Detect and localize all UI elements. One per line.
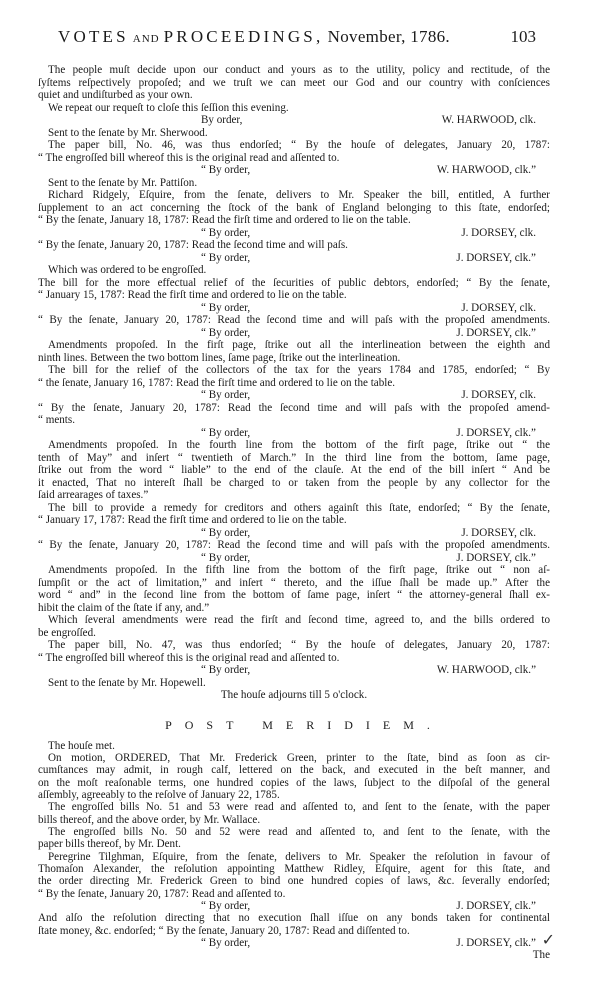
text-line: paper bills thereof, by Mr. Dent. (38, 838, 181, 851)
text-line: And alſo the reſolution directing that no execution ſhall iſſue on any bonds taken for continental (38, 912, 550, 925)
text-line: The bill to provide a remedy for creditors and others againſt this ſtate, endorſed; “ By the ſenate, (48, 501, 550, 514)
by-order-label: “ By order, (201, 937, 251, 949)
page-number: 103 (510, 27, 536, 46)
text-line: on the moſt reaſonable terms, one hundred copies of the laws, ſubject to the diſpoſal of the general (38, 776, 550, 789)
text-line: tenth of May” and inſert “ twentieth of March.” In the third line from the bottom, ſame page, (38, 451, 550, 464)
signature-line (38, 937, 550, 949)
text-line: “ the ſenate, January 16, 1787: Read the firſt time and ordered to lie on the table. (38, 376, 396, 389)
text-line: “ By the ſenate, January 20, 1787: Read the ſecond time and will paſs with the propoſed amendments. (38, 539, 550, 551)
text-line: quiet and undiſturbed as your own. (38, 89, 193, 101)
text-line: ſupplement to an act concerning the ſtock of the bank of England belonging to this ſtate, endorſed; (38, 201, 550, 214)
text-line: bills thereof, and the above order, by Mr. Wallace. (38, 813, 261, 826)
signature-line (38, 327, 550, 340)
clerk-signature: J. DORSEY, clk.” (456, 426, 536, 439)
by-order-label: “ By order, (201, 551, 251, 564)
signature-line (38, 389, 550, 402)
page-body-text (38, 64, 550, 962)
by-order-label: “ By order, (201, 526, 251, 539)
header-title-proceedings: PROCEEDINGS, (163, 27, 324, 46)
by-order-label: “ By order, (201, 251, 251, 264)
text-line: Sent to the ſenate by Mr. Pattiſon. (48, 176, 198, 189)
signature-line (38, 227, 550, 240)
text-line: The houſe met. (48, 739, 115, 752)
text-line: “ January 17, 1787: Read the firſt time and ordered to lie on the table. (38, 514, 347, 526)
text-line: Peregrine Tilghman, Eſquire, from the ſenate, delivers to Mr. Speaker the reſolution in favour of (48, 850, 550, 863)
text-line: “ By the ſenate, January 20, 1787: Read the ſecond time and will paſs with the propoſed amend- (38, 401, 550, 414)
by-order-label: “ By order, (201, 426, 251, 439)
text-line: “ By the ſenate, January 18, 1787: Read the firſt time and ordered to lie on the table. (38, 214, 411, 226)
text-line: The bill for the relief of the collectors of the tax for the years 1784 and 1785, endorſed; “ By (48, 364, 550, 376)
text-line: The people muſt decide upon our conduct and yours as to the utility, policy and rectitude, of the (48, 64, 550, 76)
text-line: it enacted, That no intereſt ſhall be charged to or taken from the people by any collector for the (38, 476, 550, 489)
text-line: ſumpſit or the act of limitation,” and inſert “ thereto, and the iſſue ſhall be made up.” After the (38, 576, 550, 589)
text-line: cumſtances may admit, in rough calf, lettered on the back, and executed in the beſt manner, and (38, 764, 550, 777)
text-line: Amendments propoſed. In the fifth line from the bottom of the firſt page, ſtrike out “ non aſ- (48, 564, 550, 576)
text-line: Richard Ridgely, Eſquire, from the ſenate, delivers to Mr. Speaker the bill, entitled, A further (48, 189, 550, 201)
text-line: “ By the ſenate, January 20, 1787: Read and aſſented to. (38, 887, 286, 900)
text-line: ſtrike out from the word “ liable” to the end of the clauſe. At the end of the bill inſert “ And be (38, 464, 550, 476)
clerk-signature: J. DORSEY, clk. (461, 389, 536, 401)
clerk-signature: J. DORSEY, clk.” (456, 899, 536, 912)
clerk-signature: J. DORSEY, clk.” (456, 937, 536, 949)
text-line: ſyſtems reſpectively propoſed; and we truſt we can meet our God and our country with conſciences (38, 76, 550, 89)
text-line: ſtate money, &c. endorſed; “ By the ſenate, January 20, 1787: Read and diſſented to. (38, 924, 410, 937)
text-line: “ By the ſenate, January 20, 1787: Read the ſecond time and will paſs. (38, 239, 348, 251)
signature-line (38, 252, 550, 265)
text-line: ſaid arrearages of taxes.” (38, 489, 149, 501)
signature-line (38, 900, 550, 912)
signature-line (38, 664, 550, 677)
clerk-signature: J. DORSEY, clk.” (456, 326, 536, 339)
margin-pencil-mark: ✓ (541, 932, 555, 949)
clerk-signature: W. HARWOOD, clk. (441, 114, 536, 126)
clerk-signature: J. DORSEY, clk. (461, 526, 536, 539)
text-line: The paper bill, No. 46, was thus endorſed; “ By the houſe of delegates, January 20, 1787: (48, 139, 550, 151)
text-line: The engroſſed bills No. 50 and 52 were read and aſſented to, and ſent to the ſenate, with the (48, 825, 550, 838)
text-line: Which was ordered to be engroſſed. (48, 264, 207, 276)
clerk-signature: J. DORSEY, clk.” (456, 551, 536, 564)
text-line: Sent to the ſenate by Mr. Sherwood. (48, 126, 208, 139)
text-line: word “ and” in the ſecond line from the bottom of ſame page, inſert “ the attorney-general ſhall ex- (38, 589, 550, 601)
text-line: Sent to the ſenate by Mr. Hopewell. (48, 676, 206, 689)
text-line: We repeat our requeſt to cloſe this ſeſſion this evening. (48, 101, 289, 114)
text-line: Amendments propoſed. In the fourth line from the bottom of the firſt page, ſtrike out “ the (48, 439, 550, 451)
clerk-signature: J. DORSEY, clk.” (456, 251, 536, 264)
clerk-signature: W. HARWOOD, clk.” (436, 164, 536, 176)
section-heading: POST MERIDIEM. (165, 717, 443, 732)
clerk-signature: J. DORSEY, clk. (461, 226, 536, 239)
signature-line (38, 552, 550, 565)
header-date: November, 1786. (327, 27, 450, 46)
text-line: “ By the ſenate, January 20, 1787: Read the ſecond time and will paſs with the propoſed amendments. (38, 314, 550, 326)
text-line: On motion, ORDERED, That Mr. Frederick Green, printer to the ſtate, bind as ſoon as cir- (48, 751, 550, 764)
clerk-signature: J. DORSEY, clk. (461, 301, 536, 314)
running-header (58, 27, 536, 49)
header-title-votes: VOTES (58, 27, 129, 46)
signature-line (38, 527, 550, 540)
signature-line (38, 427, 550, 440)
text-line: Amendments propoſed. In the firſt page, ſtrike out all the interlineation between the eighth and (48, 339, 550, 351)
text-line: be engroſſed. (38, 626, 96, 639)
text-line: hibit the claim of the ſtate if any, and.” (38, 601, 210, 614)
header-title-and: AND (132, 33, 160, 45)
by-order-label: “ By order, (201, 326, 251, 339)
text-line: The paper bill, No. 47, was thus endorſed; “ By the houſe of delegates, January 20, 1787: (48, 639, 550, 651)
signature-line (38, 164, 550, 177)
text-line: The houſe adjourns till 5 o'clock. (220, 689, 368, 701)
text-line: aſſembly, agreeably to the reſolve of January 22, 1785. (38, 788, 280, 801)
by-order-label: “ By order, (201, 899, 251, 912)
by-order-label: “ By order, (201, 301, 251, 314)
by-order-label: “ By order, (201, 164, 251, 176)
text-line: “ The engroſſed bill whereof this is the original read and aſſented to. (38, 151, 340, 164)
text-line: the order directing Mr. Frederick Green to bind one hundred copies of laws, &c. ſeverally endorſed; (38, 875, 550, 888)
text-line: “ January 15, 1787: Read the firſt time and ordered to lie on the table. (38, 289, 347, 301)
text-line: The engroſſed bills No. 51 and 53 were read and aſſented to, and ſent to the ſenate, with the paper (48, 801, 550, 814)
signature-line (38, 302, 550, 315)
signature-line (38, 114, 550, 127)
by-order-label: “ By order, (201, 226, 251, 239)
text-line: ninth lines. Between the two bottom lines, ſame page, ſtrike out the interlineation. (38, 351, 401, 364)
text-line: The bill for the more effectual relief of the ſecurities of public debtors, endorſed; “ By the ſenate, (38, 276, 550, 289)
text-line: Thomaſon Alexander, the reſolution appointing Matthew Ridley, Eſquire, agent for this ſtate, and (38, 862, 550, 875)
clerk-signature: W. HARWOOD, clk.” (436, 664, 536, 676)
text-line: “ ments. (38, 414, 75, 426)
text-line: The (532, 949, 550, 962)
by-order-label: “ By order, (201, 389, 251, 401)
text-line: Which ſeveral amendments were read the firſt and ſecond time, agreed to, and the bills ordered to (48, 614, 550, 626)
by-order-label: “ By order, (201, 664, 251, 676)
by-order-label: By order, (201, 114, 243, 126)
text-line: “ The engroſſed bill whereof this is the original read and aſſented to. (38, 651, 340, 664)
